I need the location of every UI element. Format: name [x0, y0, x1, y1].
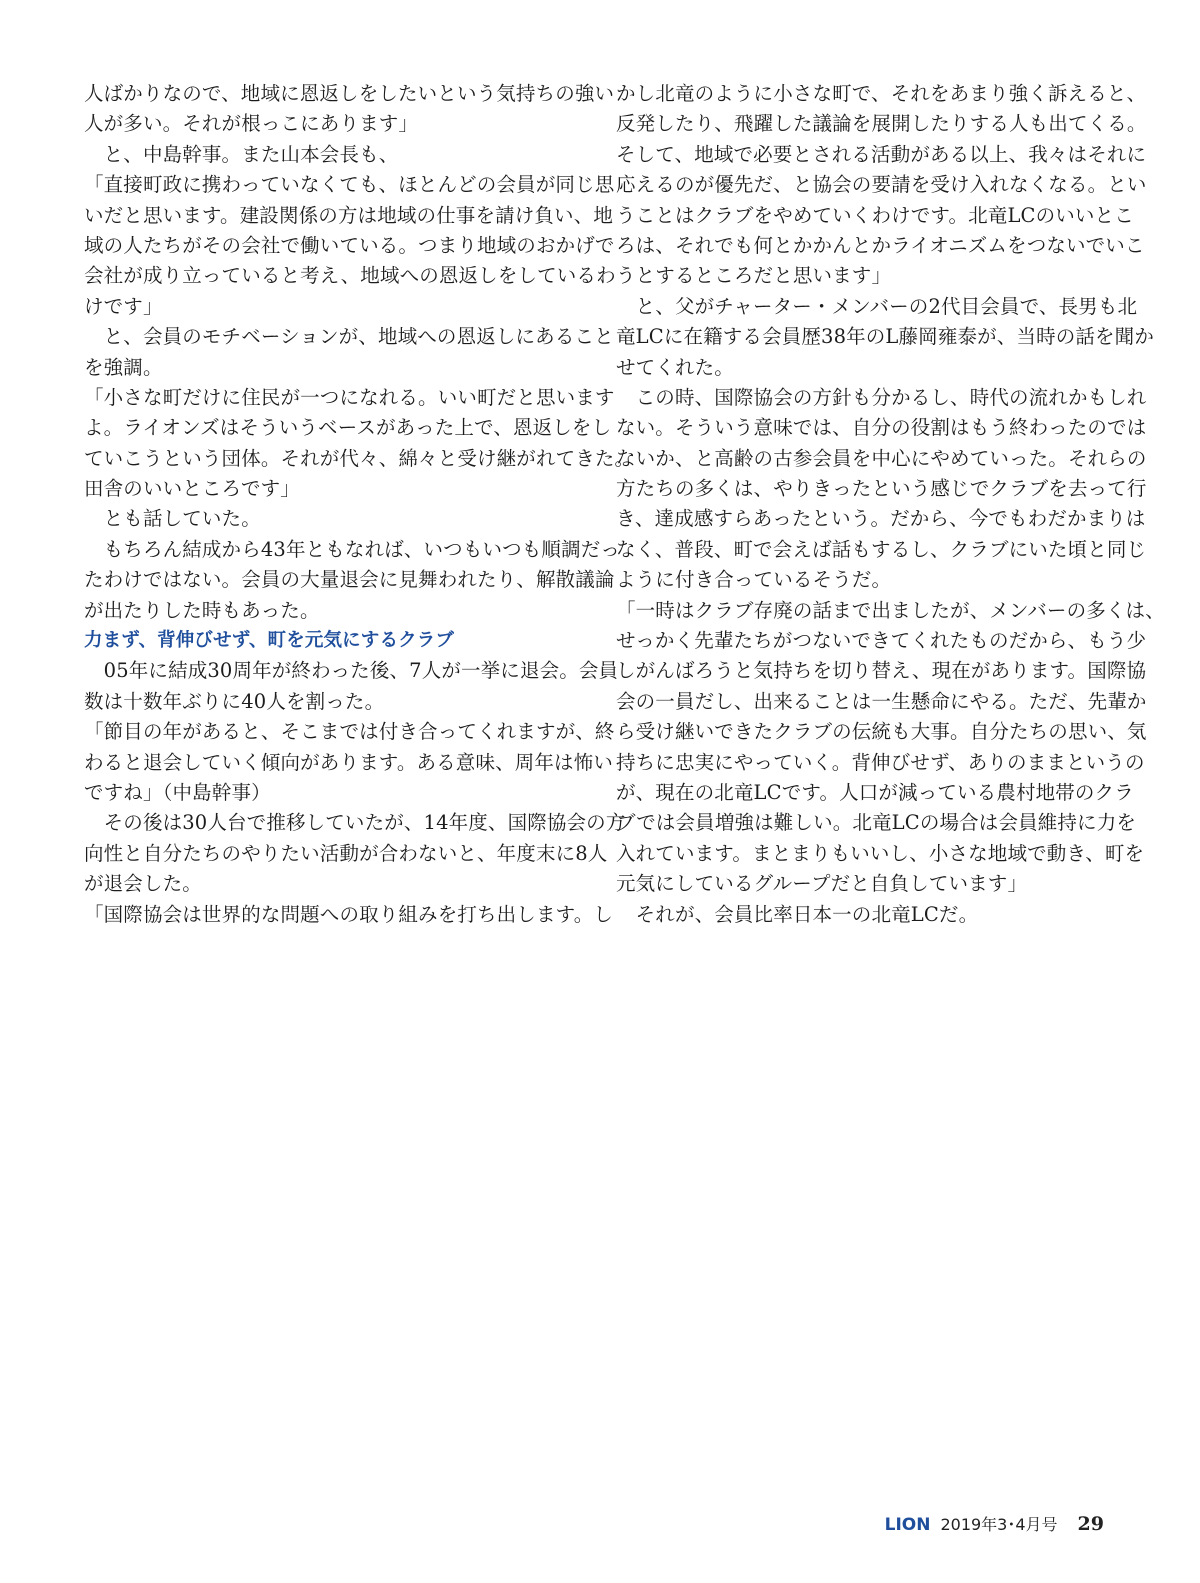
- text-line: けです」: [84, 294, 163, 318]
- text-line: それが、会員比率日本一の北竜LCだ。: [616, 902, 979, 926]
- text-line: ですね」（中島幹事）: [84, 780, 271, 804]
- text-line: 「国際協会は世界的な問題への取り組みを打ち出します。し: [84, 902, 613, 926]
- text-line: と、中島幹事。また山本会長も、: [84, 142, 399, 166]
- magazine-brand: LION: [884, 1515, 931, 1535]
- text-line: 「小さな町だけに住民が一つになれる。いい町だと思います: [84, 385, 615, 409]
- text-line: を強調。: [84, 355, 163, 379]
- left-text-column: [84, 79, 635, 930]
- text-line: 「一時はクラブ存廃の話まで出ましたが、メンバーの多くは、: [616, 598, 1165, 622]
- text-line: 域の人たちがその会社で働いている。つまり地域のおかげで: [84, 233, 615, 257]
- text-line: が退会した。: [84, 872, 202, 896]
- text-line: 会社が成り立っていると考え、地域への恩返しをしているわ: [84, 264, 616, 288]
- text-line: が、現在の北竜LCです。人口が減っている農村地帯のクラ: [616, 780, 1134, 804]
- text-line: と、父がチャーター・メンバーの2代目会員で、長男も北: [616, 294, 1138, 318]
- text-line: うとするところだと思います」: [616, 264, 892, 288]
- text-line: わると退会していく傾向があります。ある意味、周年は怖い: [84, 750, 613, 774]
- text-line: たわけではない。会員の大量退会に見舞われたり、解散議論: [84, 568, 615, 592]
- text-line: ろは、それでも何とかかんとかライオニズムをつないでいこ: [616, 233, 1145, 257]
- text-line: 05年に結成30周年が終わった後、7人が一挙に退会。会員: [84, 659, 619, 683]
- text-line: 方たちの多くは、やりきったという感じでクラブを去って行: [616, 477, 1147, 501]
- text-line: せてくれた。: [616, 355, 734, 379]
- text-line: 応えるのが優先だ、と協会の要請を受け入れなくなる。とい: [616, 173, 1147, 197]
- text-line: 人が多い。それが根っこにあります」: [84, 112, 419, 136]
- text-line: もちろん結成から43年ともなれば、いつもいつも順調だっ: [84, 537, 621, 561]
- text-line: とも話していた。: [84, 507, 261, 531]
- text-line: しがんばろうと気持ちを切り替え、現在があります。国際協: [616, 659, 1147, 683]
- text-line: 数は十数年ぶりに40人を割った。: [84, 689, 385, 713]
- text-line: 人ばかりなので、地域に恩返しをしたいという気持ちの強い: [84, 82, 615, 105]
- text-line: ように付き合っているそうだ。: [616, 568, 892, 592]
- text-line: 会の一員だし、出来ることは一生懸命にやる。ただ、先輩か: [616, 689, 1147, 713]
- text-line: 持ちに忠実にやっていく。背伸びせず、ありのままというの: [616, 750, 1145, 774]
- issue-date: 2019年3･4月号: [940, 1515, 1058, 1534]
- text-line: ていこうという団体。それが代々、綿々と受け継がれてきた。: [84, 446, 635, 470]
- text-line: ない。そういう意味では、自分の役割はもう終わったのでは: [616, 416, 1147, 440]
- text-line: ないか、と高齢の古参会員を中心にやめていった。それらの: [616, 446, 1147, 470]
- text-line: 「節目の年があると、そこまでは付き合ってくれますが、終: [84, 720, 615, 744]
- right-text-column: [616, 79, 1165, 930]
- text-line: き、達成感すらあったという。だから、今でもわだかまりは: [616, 507, 1146, 531]
- text-line: かし北竜のように小さな町で、それをあまり強く訴えると、: [616, 82, 1147, 105]
- text-line: うことはクラブをやめていくわけです。北竜LCのいいとこ: [616, 203, 1134, 227]
- text-line: 入れています。まとまりもいいし、小さな地域で動き、町を: [616, 841, 1145, 865]
- text-line: と、会員のモチベーションが、地域への恩返しにあること: [84, 325, 614, 349]
- text-line: よ。ライオンズはそういうベースがあった上で、恩返しをし: [84, 416, 612, 440]
- text-line: ブでは会員増強は難しい。北竜LCの場合は会員維持に力を: [616, 811, 1137, 835]
- text-line: なく、普段、町で会えば話もするし、クラブにいた頃と同じ: [616, 537, 1147, 561]
- text-line: 反発したり、飛躍した議論を展開したりする人も出てくる。: [616, 112, 1147, 136]
- page-number: 29: [1077, 1513, 1104, 1535]
- page-footer: [885, 1512, 1104, 1535]
- text-line: いだと思います。建設関係の方は地域の仕事を請け負い、地: [84, 203, 613, 227]
- text-line: そして、地域で必要とされる活動がある以上、我々はそれに: [616, 142, 1147, 166]
- text-line: 元気にしているグループだと自負しています」: [616, 872, 1028, 896]
- text-line: ら受け継いできたクラブの伝統も大事。自分たちの思い、気: [616, 720, 1147, 744]
- text-line: 田舎のいいところです」: [84, 477, 300, 501]
- text-line: その後は30人台で推移していたが、14年度、国際協会の方: [84, 811, 626, 835]
- text-line: が出たりした時もあった。: [84, 598, 320, 622]
- text-line: 向性と自分たちのやりたい活動が合わないと、年度末に8人: [84, 841, 608, 865]
- text-line: 竜LCに在籍する会員歴38年のL藤岡雍泰が、当時の話を聞か: [616, 325, 1154, 349]
- text-line: せっかく先輩たちがつないできてくれたものだから、もう少: [616, 629, 1147, 653]
- text-line: 「直接町政に携わっていなくても、ほとんどの会員が同じ思: [84, 173, 615, 197]
- text-line: この時、国際協会の方針も分かるし、時代の流れかもしれ: [616, 385, 1147, 409]
- section-heading: 力まず、背伸びせず、町を元気にするクラブ: [84, 630, 455, 652]
